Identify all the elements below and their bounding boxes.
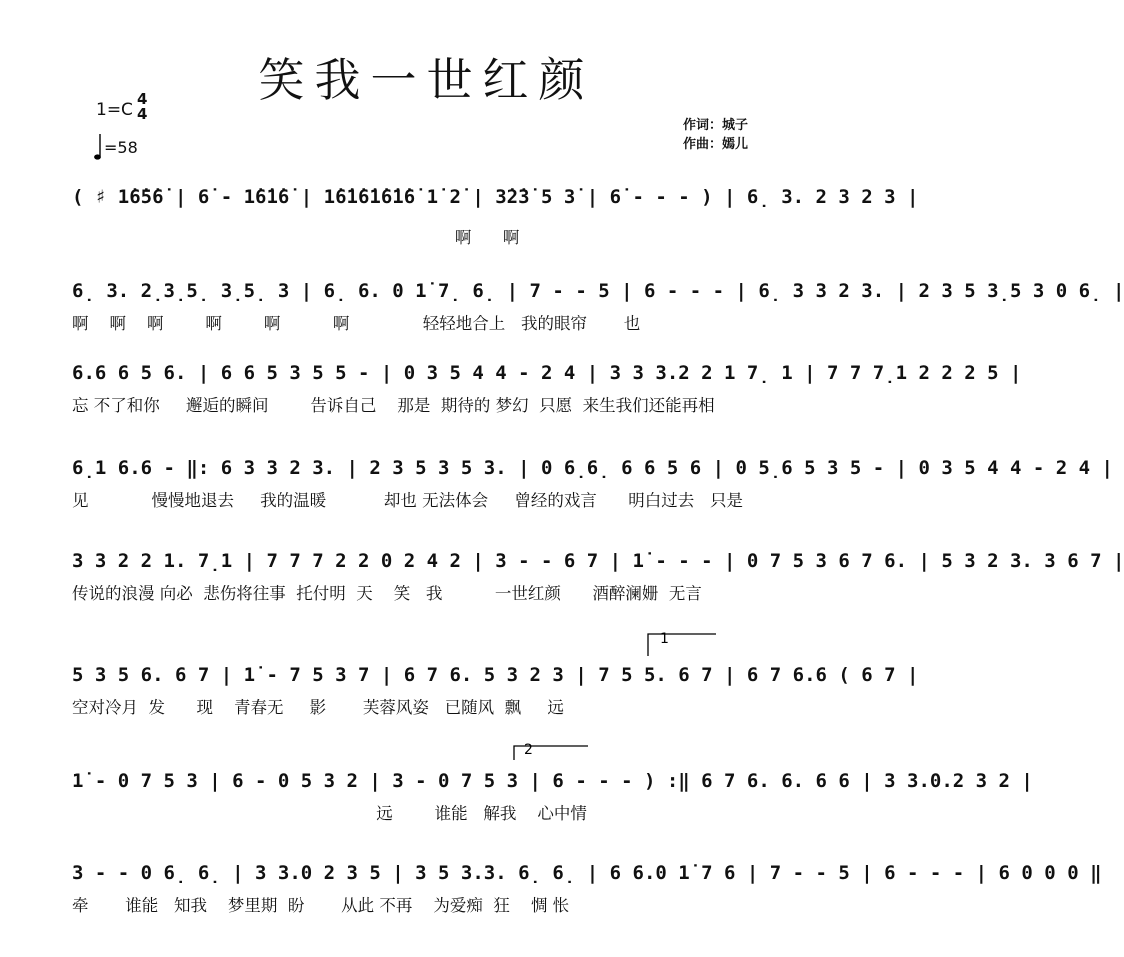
lyric-line: 啊 啊 bbox=[72, 228, 520, 247]
lyric-line: 忘 不了和你 邂逅的瞬间 告诉自己 那是 期待的 梦幻 只愿 来生我们还能再相 bbox=[72, 396, 715, 415]
lyric-line: 空对冷月 发 现 青春无 影 芙蓉风姿 已随风 飘 远 bbox=[72, 698, 564, 717]
tempo-marking: =58 bbox=[104, 138, 138, 157]
notation-line: 5 3 5 6. 6 7 | 1̇ - 7 5 3 7 | 6 7 6. 5 3 2 3 | 7 5 5. 6 7 | 6 7 6.6 ( 6 7 | bbox=[72, 664, 919, 686]
second-ending-bracket bbox=[514, 742, 588, 760]
lyric-line: 牵 谁能 知我 梦里期 盼 从此 不再 为爱痴 狂 惆 怅 bbox=[72, 896, 570, 915]
lyric-line: 传说的浪漫 向必 悲伤将往事 托付明 天 笑 我 一世红颜 酒醉澜姗 无言 bbox=[72, 584, 702, 603]
notation-line: 3 3 2 2 1. 7̣1 | 7 7 7 2 2 0 2 4 2 | 3 - - 6 7 | 1̇ - - - | 0 7 5 3 6 7 6. | 5 3 2 3. 3 6 7 | bbox=[72, 550, 1124, 572]
notation-line: 6.6 6 5 6. | 6 6 5 3 5 5 - | 0 3 5 4 4 - 2 4 | 3 3 3.2 2 1 7̣ 1 | 7 7 7̣1 2 2 2 5 | bbox=[72, 362, 1022, 384]
key-signature: 1=C bbox=[96, 100, 133, 120]
notation-line: 6̣1 6.6 - ‖: 6 3 3 2 3. | 2 3 5 3 5 3. | 0 6̣6̣ 6 6 5 6 | 0 5̣6 5 3 5 - | 0 3 5 4 4 - 2 4 | bbox=[72, 457, 1113, 479]
composer-credit: 作曲：嫣儿 bbox=[683, 137, 749, 152]
time-signature-top: 4 bbox=[137, 90, 148, 108]
lyricist-credit: 作词：城子 bbox=[683, 118, 749, 133]
lyric-line: 远 谁能 解我 心中情 bbox=[72, 804, 587, 823]
first-ending-bracket bbox=[648, 631, 716, 656]
notation-line: 1̇ - 0 7 5 3 | 6 - 0 5 3 2 | 3 - 0 7 5 3 | 6 - - - ) :‖ 6 7 6. 6. 6 6 | 3 3.0.2 3 2 | bbox=[72, 770, 1033, 792]
song-title: 笑我一世红颜 bbox=[258, 53, 595, 107]
second-ending-label: 2 bbox=[524, 742, 533, 758]
time-signature-bottom: 4 bbox=[137, 105, 148, 123]
notation-line: 6̣ 3. 2̣3̣5̣ 3̣5̣ 3 | 6̣ 6. 0 1̇ 7̣ 6̣ | 7 - - 5 | 6 - - - | 6̣ 3 3 2 3. | 2 3 5 3̣5 3 0 6̣ | bbox=[72, 280, 1124, 302]
notation-line: 3 - - 0 6̣ 6̣ | 3 3.0 2 3 5 | 3 5 3.3. 6̣ 6̣ | 6 6.0 1̇ 7 6 | 7 - - 5 | 6 - - - | 6 0 0 0 ‖ bbox=[72, 862, 1102, 884]
notation-line: ( ♯ 1̇6̇5̇6̇ | 6̇ - 1̇6̇1̇6̇ | 1̇6̇1̇6̇1̇6̇1̇6̇ 1̇ 2̇ | 3̇2̇3̇ 5 3̇ | 6̇ - - - ) | 6̣ 3. 2 3 2 3 | bbox=[72, 186, 919, 208]
lyric-line: 啊 啊 啊 啊 啊 啊 轻轻地合上 我的眼帘 也 bbox=[72, 314, 641, 333]
lyric-line: 见 慢慢地退去 我的温暖 却也 无法体会 曾经的戏言 明白过去 只是 bbox=[72, 491, 744, 510]
first-ending-label: 1 bbox=[660, 631, 669, 647]
